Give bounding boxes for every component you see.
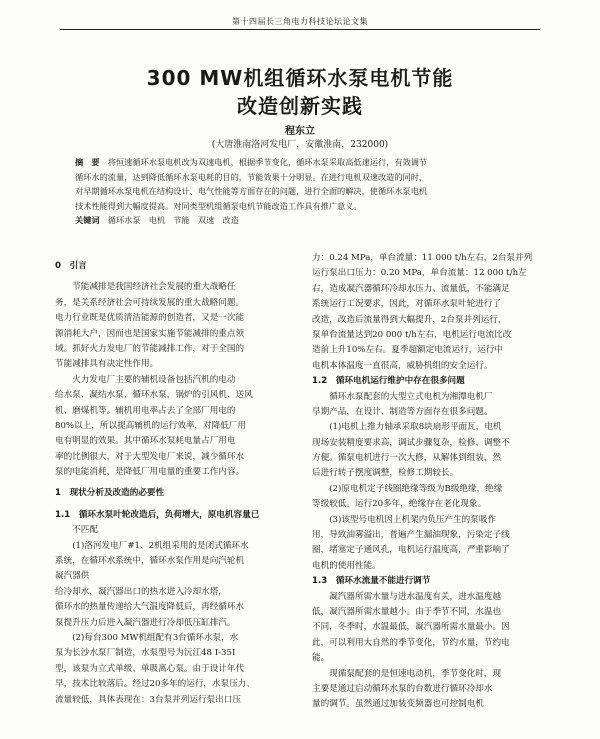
body-line: (2)原电机定子线圈绝缘等级为B级绝缘，绝缘: [312, 483, 503, 494]
keywords-text: 循环水泵 电机 节能 双速 改造: [107, 215, 239, 225]
abstract-line: 对早期循环水泵电机在结构设计、电气性能等方面存在的问题，进行全面的解决，使循环水泵电机: [75, 186, 428, 196]
right-column: [312, 251, 572, 713]
body-line: 系统，在循环水系统中，循环水泵作用是向汽轮机: [55, 556, 245, 567]
body-line: 电机的使用性能。: [312, 560, 381, 571]
body-line: 节能减排是我国经济社会发展的重大战略任: [55, 282, 236, 293]
body-line: 造前上升10%左右。夏季超额定电流运行，运行中: [312, 345, 503, 356]
body-line: 电力行业既是优质清洁能源的创造者，又是一次能: [55, 313, 245, 324]
paper-title-line-1: 300 MW机组循环水泵电机节能: [146, 66, 454, 90]
body-line: 现循泵配套的是恒速电动机，季节变化时，现: [312, 668, 502, 679]
abstract-text: 将恒速循环水泵电机改为双速电机，根据季节变化，循环水泵采取高低速运行，有效调节: [107, 157, 428, 167]
body-line: 机、磨煤机等。辅机用电率占去了全部厂用电的: [55, 405, 236, 416]
body-line: 泵单台流量达到20 000 t/h左右，电机运行电流比改: [312, 329, 512, 340]
body-line: 用，导致油雾溢出，普遍产生漏油现象，污染定子线: [312, 530, 510, 541]
body-line: 泵的电能消耗，是降低厂用电量的重要工作内容。: [55, 467, 245, 478]
header-rule: [60, 29, 540, 30]
body-line: 凝汽器所需水量与进水温度有关，进水温度越: [312, 591, 502, 602]
body-line: (1)洛河发电厂#1、2机组采用的是闭式循环水: [55, 540, 249, 551]
body-line: 流量较低，具体表现在：3台泵并列运行泵出口压: [55, 694, 241, 705]
section-heading: 1.1 循环水泵叶轮改造后，负荷增大，原电机容量已: [55, 509, 260, 520]
body-line: 量的调节。虽然通过加装变频器也可控制电机: [312, 699, 484, 710]
body-line: 力：0.24 MPa，单台流量：11 000 t/h左右，2台泵并列: [312, 253, 533, 263]
body-line: 火力发电厂主要的辅机设备包括汽机的电动: [55, 374, 236, 385]
body-line: 能。: [312, 653, 330, 664]
body-line: 泵提升压力后进入凝汽器进行冷却低压缸排汽。: [55, 617, 236, 628]
body-line: 电机本体温度一直很高，威胁机组的安全运行。: [312, 360, 493, 371]
body-line: (3)该型号电机因上机架内负压产生的泵吸作: [312, 514, 497, 525]
body-line: 等级较低。运行20多年，绝缘存在老化现象。: [312, 499, 487, 510]
author-name: 程东立: [285, 126, 315, 137]
body-line: 务，是关系经济社会可持续发展的重大战略问题。: [55, 297, 245, 308]
body-line: 主要是通过启动循环水泵的台数进行循环冷却水: [312, 683, 493, 694]
section-heading: 1.2 循环电机运行维护中存在很多问题: [312, 376, 465, 387]
body-line: (2)每台300 MW机组配有3台循环水泵，水: [55, 632, 239, 643]
body-line: 给冷却水，凝汽器出口的热水进入冷却水塔，: [55, 586, 227, 597]
body-line: 右，造成凝汽器循环冷却水压力、流量低，不能满足: [312, 283, 510, 294]
body-line: 80%以上，所以提高辅机的运行效率，对降低厂用: [55, 420, 246, 431]
section-heading: 0 引言: [55, 261, 87, 271]
body-line: (1)电机上推力轴承采取8块扇形平面瓦，电机: [312, 422, 502, 433]
body-line: 节能减排具有决定性作用。: [55, 359, 159, 370]
body-line: 给水泵、凝结水泵、循环水泵，锅炉的引风机、送风: [55, 390, 253, 401]
body-line: 域。抓好火力发电厂的节能减排工作，对于全国的: [55, 343, 245, 354]
body-line: 电有明显的效果。其中循环水泵耗电量占厂用电: [55, 436, 236, 447]
left-column: [55, 259, 315, 708]
body-line: 圈，堵塞定子通风孔，电机运行温度高，严重影响了: [312, 545, 510, 556]
body-line: 泵为长沙水泵厂制造，水泵型号为沅江48 Ⅰ-35Ⅰ: [55, 648, 236, 659]
abstract-label: 摘 要: [75, 157, 100, 167]
body-line: 早，技术比较落后。经过20多年的运行，水泵压力、: [55, 679, 255, 690]
section-heading: 1.3 循环水流量不能进行调节: [312, 576, 431, 587]
body-line: 循环水泵配套的大型立式电机为湘潭电机厂: [312, 391, 493, 402]
abstract-line: [75, 155, 525, 170]
body-line: 不匹配: [55, 525, 98, 536]
body-line: 率的比例很大，对于大型发电厂来说，减少循环水: [55, 451, 245, 462]
body-line: 后进行转子摆度调整，检修工期较长。: [312, 468, 459, 479]
paper-title-line-2: 改造创新实践: [237, 94, 363, 118]
section-heading: 1 现状分析及改造的必要性: [55, 488, 165, 499]
body-line: 低，凝汽器所需水量越小。由于季节不同，水温也: [312, 606, 502, 617]
body-line: 方便。循泵电机进行一次大修，从解体到组装，然: [312, 453, 502, 464]
body-line: 早期产品，在设计、制造等方面存在很多问题。: [312, 406, 493, 417]
abstract-block: [75, 155, 525, 228]
body-line: 型，该泵为立式单级、单吸离心泵。由于设计年代: [55, 663, 245, 674]
keywords-label: 关键词: [75, 215, 100, 225]
abstract-line: 技术性能得到大幅度提高。对同类型机组循泵电机节能改造工作具有推广意义。: [75, 200, 362, 211]
abstract-line: 循环水的流量，达到降低循环水泵电耗的目的，节能效果十分明显。在进行电机双速改造的同时，: [75, 171, 428, 182]
author-affiliation: (大唐淮南洛河发电厂，安徽淮南，232000): [211, 140, 389, 150]
running-head: 第十四届长三角电力科技论坛论文集: [232, 17, 368, 26]
body-line: 改造，改造后流量得到大幅提升，2台泵并列运行，: [312, 314, 507, 325]
body-line: 现场安装精度要求高，调试步骤复杂，检修、调整不: [312, 437, 510, 448]
body-line: 此，可以利用大自然的季节变化，节约水量，节约电: [312, 637, 510, 648]
body-line: 循环水的热量传递给大气温度降低后，再经循环水: [55, 602, 245, 613]
body-line: 源消耗大户，因而也是国家实施节能减排的重点领: [55, 328, 245, 339]
body-line: 凝汽器供: [55, 571, 90, 582]
keywords-line: [75, 213, 525, 228]
body-line: 不同，冬季时，水温最低，凝汽器所需水量最小。因: [312, 622, 510, 633]
body-line: 系统运行工况要求，因此，对循环水泵叶轮进行了: [312, 299, 502, 310]
body-line: 运行泵出口压力：0.20 MPa，单台流量：12 000 t/h左: [312, 268, 527, 279]
